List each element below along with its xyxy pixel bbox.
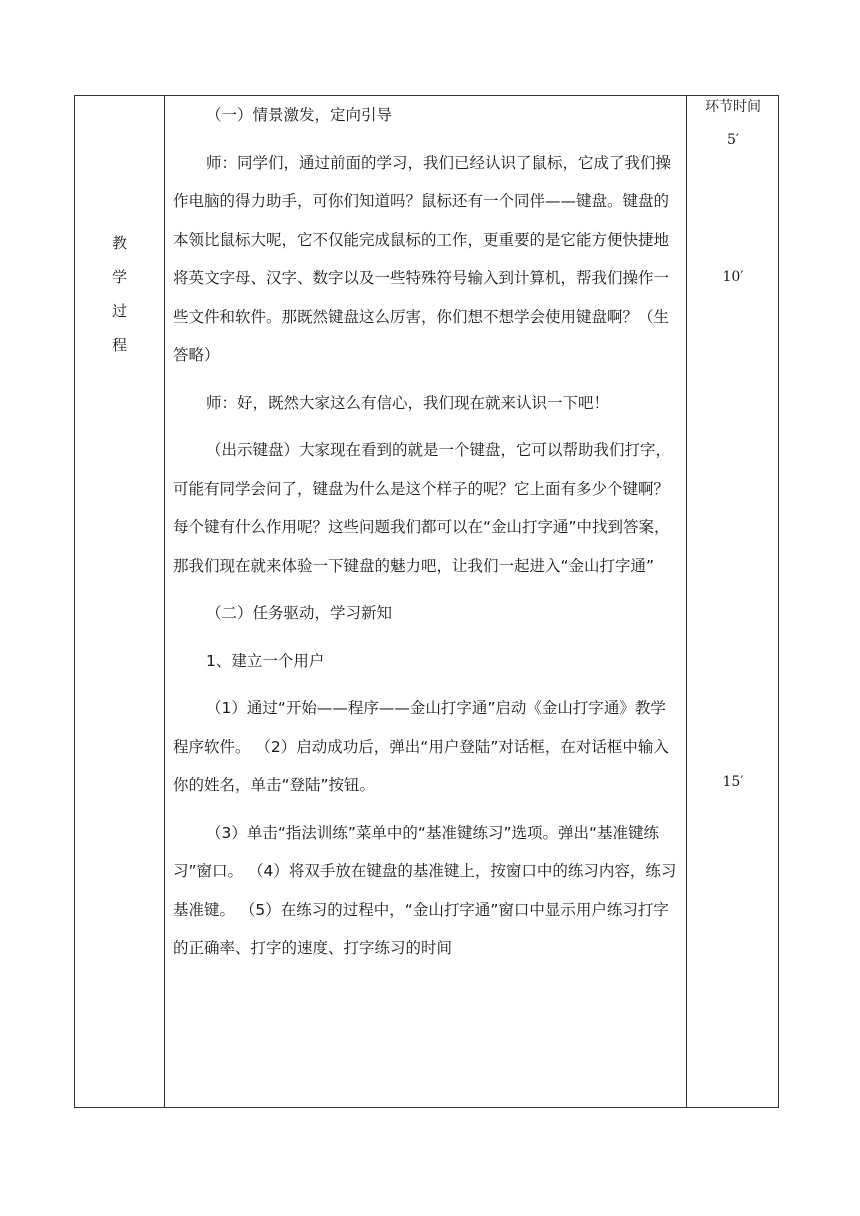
time-value: 15′ bbox=[722, 774, 744, 790]
stage-char: 学 bbox=[111, 268, 127, 286]
stage-label bbox=[75, 226, 164, 362]
paragraph: （3）单击“指法训练”菜单中的“基准键练习”选项。弹出“基准键练习”窗口。 （4）将双手放在键盘的基准键上，按窗口中的练习内容，练习基准键。 （5）在练习的过程中，“金山打字通”窗口中显示用户练习打字的正确率、打字的速度、打字练习的时间 bbox=[173, 823, 677, 957]
column-divider bbox=[164, 96, 165, 1107]
stage-char: 过 bbox=[111, 302, 127, 320]
paragraph: （1）通过“开始——程序——金山打字通”启动《金山打字通》教学程序软件。 （2）启动成功后，弹出“用户登陆”对话框，在对话框中输入你的姓名，单击“登陆”按钮。 bbox=[173, 699, 669, 794]
paragraph: （出示键盘）大家现在看到的就是一个键盘，它可以帮助我们打字，可能有同学会问了，键盘为什么是这个样子的呢？它上面有多少个键啊？每个键有什么作用呢？这些问题我们都可以在“金山打字通”中找到答案，那我们现在就来体验一下键盘的魅力吧，让我们一起进入“金山打字通” bbox=[173, 441, 672, 575]
time-value: 10′ bbox=[722, 269, 744, 285]
paragraph: 师：同学们，通过前面的学习，我们已经认识了鼠标，它成了我们操作电脑的得力助手，可你们知道吗？鼠标还有一个同伴——键盘。键盘的本领比鼠标大呢，它不仅能完成鼠标的工作，更重要的是它能方便快捷地将英文字母、汉字、数字以及一些特殊符号输入到计算机，帮我们操作一些文件和软件。那既然键盘这么厉害，你们想不想学会使用键盘啊？（生答略） bbox=[173, 153, 672, 364]
stage-char: 教 bbox=[111, 234, 127, 252]
lesson-plan-table bbox=[74, 95, 779, 1108]
section-heading: （一）情景激发，定向引导 bbox=[206, 106, 393, 124]
time-header: 环节时间 bbox=[705, 99, 761, 115]
section-heading: （二）任务驱动，学习新知 bbox=[206, 604, 393, 622]
step-heading: 1、建立一个用户 bbox=[206, 651, 325, 670]
column-divider bbox=[686, 96, 687, 1107]
stage-char: 程 bbox=[111, 336, 127, 354]
paragraph: 师：好，既然大家这么有信心，我们现在就来认识一下吧！ bbox=[206, 393, 610, 412]
time-value: 5′ bbox=[726, 132, 740, 148]
lesson-content bbox=[173, 96, 681, 968]
